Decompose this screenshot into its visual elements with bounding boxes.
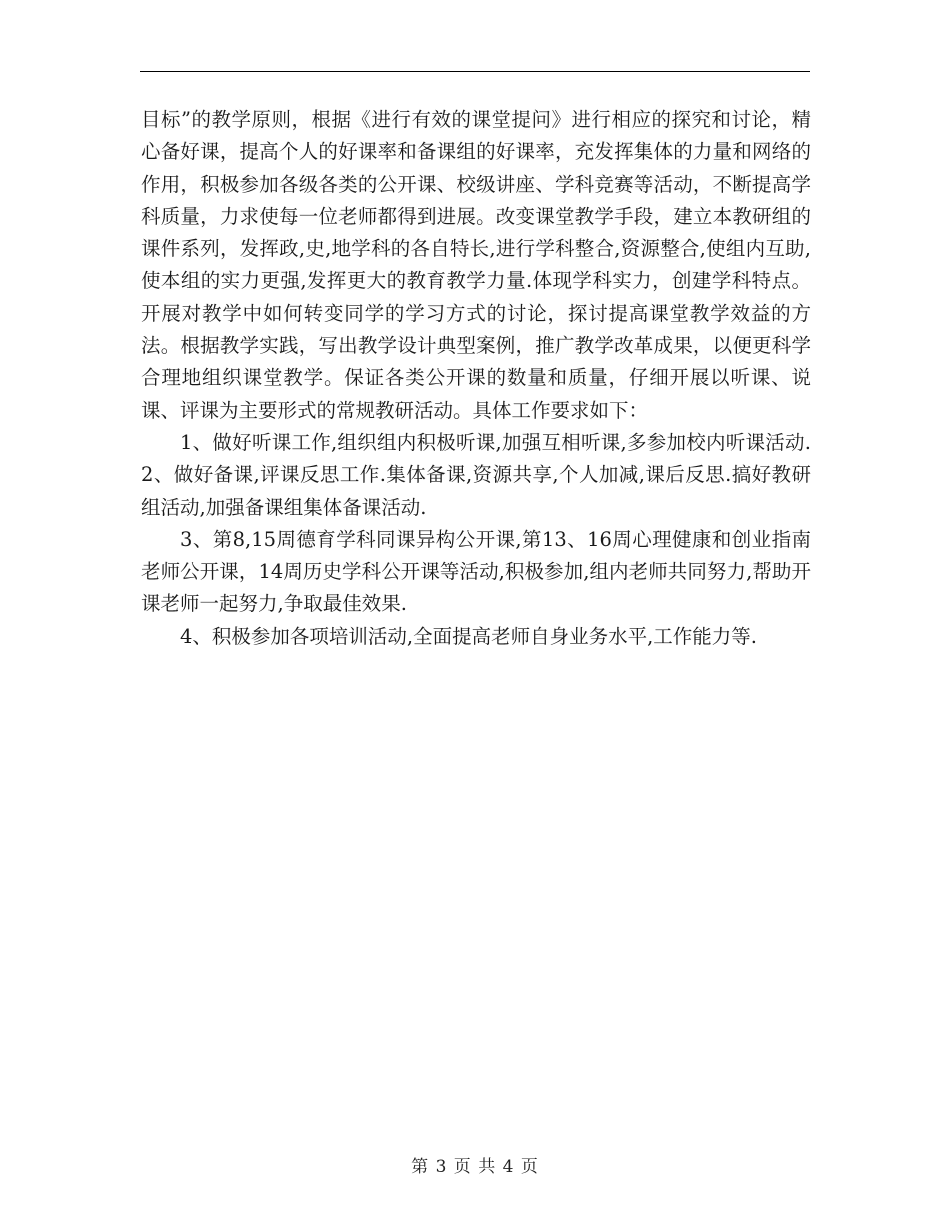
paragraph-item-4: 4、积极参加各项培训活动,全面提高老师自身业务水平,工作能力等. bbox=[180, 624, 758, 648]
page-number-footer: 第 3 页 共 4 页 bbox=[411, 1157, 539, 1177]
document-body bbox=[141, 104, 811, 653]
paragraph-item-3: 3、第8,15周德育学科同课异构公开课,第13、16周心理健康和创业指南老师公开课，14周历史学科公开课等活动,积极参加,组内老师共同努力,帮助开课老师一起努力,争取最佳效果. bbox=[141, 527, 811, 616]
header-rule bbox=[140, 71, 810, 72]
paragraph-item-1: 1、做好听课工作,组织组内积极听课,加强互相听课,多参加校内听课活动.2、做好备课,评课反思工作.集体备课,资源共享,个人加减,课后反思.搞好教研组活动,加强备课组集体备课活动. bbox=[141, 430, 811, 519]
paragraph-intro: 目标”的教学原则，根据《进行有效的课堂提问》进行相应的探究和讨论，精心备好课，提高个人的好课率和备课组的好课率，充发挥集体的力量和网络的作用，积极参加各级各类的公开课、校级讲座、学科竞赛等活动，不断提高学科质量，力求使每一位老师都得到进展。改变课堂教学手段，建立本教研组的课件系列，发挥政,史,地学科的各自特长,进行学科整合,资源整合,使组内互助,使本组的实力更强,发挥更大的教育教学力量.体现学科实力，创建学科特点。开展对教学中如何转变同学的学习方式的讨论，探讨提高课堂教学效益的方法。根据教学实践，写出教学设计典型案例，推广教学改革成果，以便更科学合理地组织课堂教学。保证各类公开课的数量和质量，仔细开展以听课、说课、评课为主要形式的常规教研活动。具体工作要求如下： bbox=[141, 108, 811, 422]
